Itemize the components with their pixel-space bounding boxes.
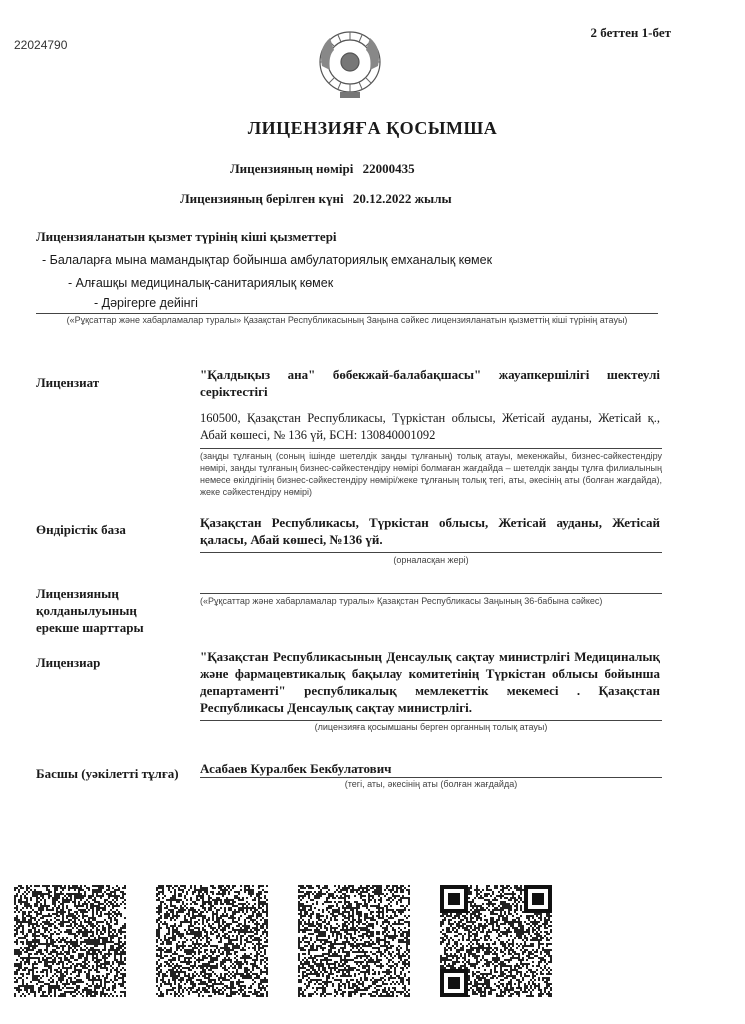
subtypes-heading: Лицензияланатын қызмет түрінің кіші қызметтері: [36, 229, 337, 244]
license-number-label: Лицензияның нөмірі: [230, 161, 354, 176]
divider: [200, 552, 662, 553]
licensor-value: "Қазақстан Республикасының Денсаулық сақтау министрлігі Медициналық және фармацевтикалық бақылау комитетінің Түркістан облысы бойынша департаменті" республикалық мемлекеттік мекемесі . Қазақстан Республикасы Денсаулық сақтау министрлігі.: [200, 649, 660, 715]
qr-code: [156, 885, 268, 997]
license-number-line: [230, 161, 415, 177]
licensee-address: 160500, Қазақстан Республикасы, Түркістан облысы, Жетісай ауданы, Жетісай қ., Абай көшесі, № 136 үй, БСН: 130840001092: [200, 411, 660, 442]
qr-code: [14, 885, 126, 997]
divider: [200, 777, 662, 778]
page-indicator: 2 беттен 1-бет: [590, 25, 671, 40]
production-base-value: Қазақстан Республикасы, Түркістан облысы, Жетісай ауданы, Жетісай қаласы, Абай көшесі, №136 үй.: [200, 515, 660, 547]
special-conditions-note: («Рұқсаттар және хабарламалар туралы» Қазақстан Республикасы Заңының 36-бабына сәйкес): [200, 596, 603, 606]
production-base-note: (орналасқан жері): [393, 555, 469, 565]
licensee-note: (заңды тұлғаның (соның ішінде шетелдік заңды тұлғаның) толық атауы, мекенжайы, бизнес-сәйкестендіру нөмірі, заңды тұлғаның бизнес-сәйкестендіру нөмірі болмаған жағдайда – шетелдік заңды тұлға филиалының немесе өкілдігінің бизнес-сәйкестендіру нөмірі/жеке тұлғаның толық тегі, аты, әкесінің аты (болған жағдайда), жеке сәйкестендіру нөмірі): [200, 451, 662, 497]
subtype-item: - Дәрігерге дейінгі: [94, 296, 198, 310]
document-number: 22024790: [14, 38, 68, 52]
divider: [200, 448, 662, 449]
licensor-label: Лицензиар: [36, 655, 101, 670]
head-note: (тегі, аты, әкесінің аты (болған жағдайда): [344, 779, 518, 789]
special-conditions-label: [36, 585, 144, 636]
divider: [200, 593, 662, 594]
license-number-value: 22000435: [362, 161, 415, 176]
subtypes-note: («Рұқсаттар және хабарламалар туралы» Қазақстан Республикасының Заңына сәйкес лицензияланатын қызметтің кіші түрінің атауы): [66, 315, 628, 325]
license-date-value: 20.12.2022 жылы: [352, 191, 452, 206]
subtype-item: - Балаларға мына мамандықтар бойынша амбулаториялық емханалық көмек: [42, 253, 493, 267]
divider: [200, 720, 662, 721]
license-date-label: Лицензияның берілген күні: [180, 191, 344, 206]
qr-code: [440, 885, 552, 997]
licensor-note: (лицензияға қосымшаны берген органның толық атауы): [314, 722, 548, 732]
head-value: Асабаев Куралбек Бекбулатович: [200, 761, 392, 776]
licensee-label: Лицензиат: [36, 375, 100, 390]
special-conditions-label-line: ерекше шарттары: [36, 620, 144, 635]
special-conditions-label-line: Лицензияның: [36, 586, 119, 601]
production-base-label: Өндірістік база: [36, 522, 126, 537]
state-emblem-icon: [316, 26, 384, 100]
licensee-name: "Қалдықыз ана" бөбекжай-балабақшасы" жауапкершілігі шектеулі серіктестігі: [200, 367, 660, 399]
license-date-line: [180, 191, 452, 207]
qr-code: [298, 885, 410, 997]
subtype-item: - Алғашқы медициналық-санитариялық көмек: [68, 276, 334, 290]
page-title: ЛИЦЕНЗИЯҒА ҚОСЫМША: [247, 118, 498, 138]
special-conditions-label-line: қолданылуының: [36, 603, 137, 618]
head-label: Басшы (уәкілетті тұлға): [36, 766, 179, 781]
